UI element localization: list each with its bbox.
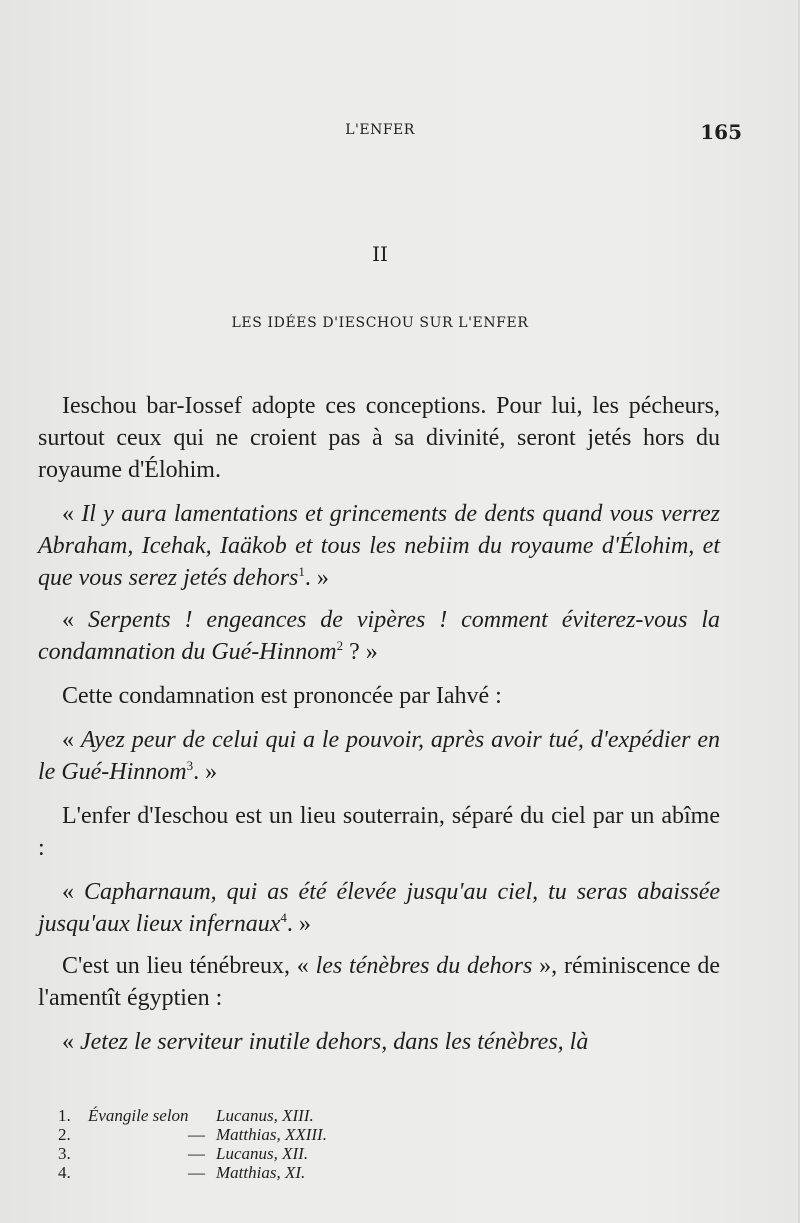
page-number: 165: [700, 120, 742, 144]
footnote-reference: Matthias, XXIII.: [216, 1125, 327, 1144]
footnote-number: 2.: [58, 1125, 71, 1144]
quotation: [38, 498, 720, 594]
inline-quotation: les ténèbres du dehors: [315, 953, 533, 979]
close-quote: . »: [286, 911, 311, 937]
footnote-ref: 3: [186, 758, 194, 773]
open-quote: «: [62, 607, 88, 633]
open-quote: «: [62, 727, 81, 753]
paragraph-text: », réminiscence de l'amentît égyptien :: [38, 953, 721, 1011]
footnote-ditto: —: [188, 1144, 205, 1163]
body-text: [38, 390, 720, 1058]
footnote: [58, 1106, 558, 1125]
footnote-reference: Matthias, XI.: [216, 1163, 306, 1182]
paragraph-text: Ieschou bar-Iossef adopte ces conceptions. Pour lui, les pécheurs, surtout ceux qui ne croient pas à sa divinité, seront jetés hors du royaume d'Élohim.: [38, 393, 720, 483]
footnote-source: Évangile selon: [88, 1106, 189, 1125]
section-title: LES IDÉES D'IESCHOU SUR L'ENFER: [231, 315, 529, 331]
footnote-number: 3.: [58, 1144, 71, 1163]
quotation-text: Jetez le serviteur inutile dehors, dans les ténèbres, là: [80, 1029, 589, 1055]
quotation-text: Serpents ! engeances de vipères ! comment éviterez-vous la condamnation du Gué-Hinnom: [38, 607, 721, 665]
running-title: L'ENFER: [345, 122, 415, 138]
footnote-ref: 1: [298, 564, 305, 579]
close-quote: . »: [304, 565, 329, 591]
open-quote: «: [62, 1029, 80, 1055]
close-quote: ? »: [343, 639, 378, 665]
quotation-text: Ayez peur de celui qui a le pouvoir, après avoir tué, d'expédier en le Gué-Hinnom: [38, 727, 721, 785]
quotation: [38, 1026, 720, 1058]
paragraph: [38, 800, 720, 864]
quotation-text: Il y aura lamentations et grincements de dents quand vous verrez Abraham, Icehak, Iaäkob et tous les nebiim du royaume d'Élohim, et que vous serez jetés dehors: [38, 501, 721, 591]
paragraph-text: Cette condamnation est prononcée par Iahvé :: [62, 683, 502, 709]
footnote: [58, 1125, 558, 1144]
footnote-reference: Lucanus, XII.: [216, 1144, 309, 1163]
footnote-number: 1.: [58, 1106, 71, 1125]
paragraph-text: L'enfer d'Ieschou est un lieu souterrain, séparé du ciel par un abîme :: [38, 803, 720, 861]
paragraph: [38, 950, 720, 1014]
footnote-reference: Lucanus, XIII.: [216, 1106, 314, 1125]
footnote: [58, 1144, 558, 1163]
quotation: [38, 604, 720, 668]
open-quote: «: [62, 501, 82, 527]
footnote-ditto: —: [188, 1125, 205, 1144]
running-head: [0, 120, 800, 144]
paragraph-text: C'est un lieu ténébreux, «: [62, 953, 316, 979]
quotation-text: Capharnaum, qui as été élevée jusqu'au ciel, tu seras abaissée jusqu'aux lieux infernaux: [38, 879, 720, 937]
footnote-ref: 2: [336, 638, 344, 653]
close-quote: . »: [193, 759, 218, 785]
paragraph: [38, 390, 720, 486]
footnote-ditto: —: [188, 1163, 205, 1182]
footnote-number: 4.: [58, 1163, 71, 1182]
quotation: [38, 724, 720, 788]
footnote-ref: 4: [280, 910, 287, 925]
open-quote: «: [62, 879, 84, 905]
section-number: II: [372, 242, 388, 266]
footnotes: [58, 1106, 558, 1182]
quotation: [38, 876, 720, 940]
paragraph: [38, 680, 720, 712]
footnote: [58, 1163, 558, 1182]
